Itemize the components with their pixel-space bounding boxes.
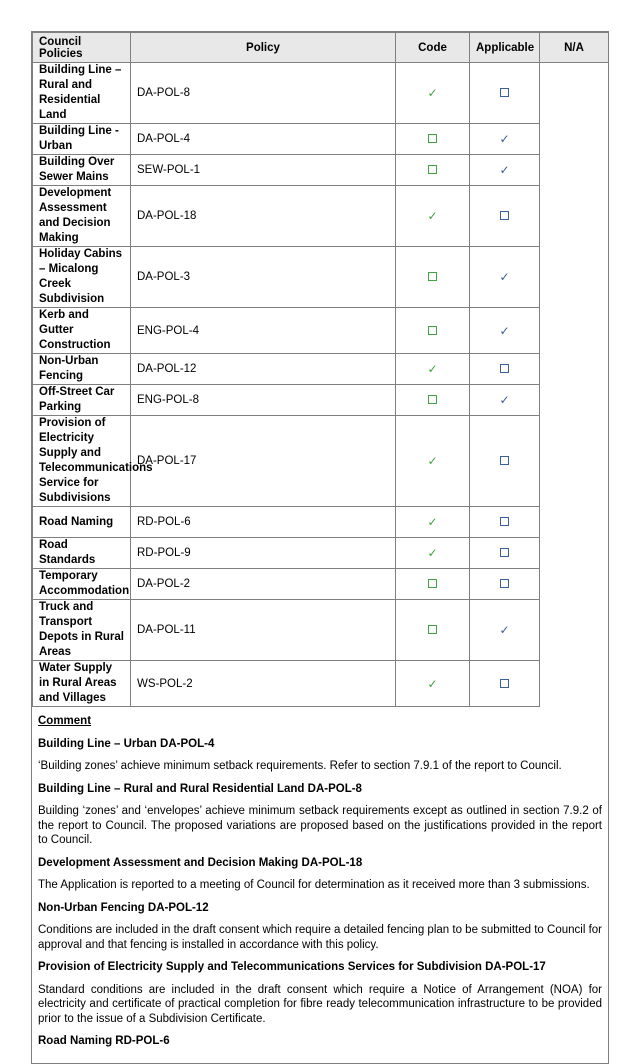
empty-checkbox-icon — [500, 517, 509, 526]
council-policies-frame — [31, 31, 609, 1064]
policy-code: SEW-POL-1 — [131, 155, 396, 186]
check-icon: ✓ — [427, 362, 438, 376]
applicable-cell — [396, 186, 470, 247]
check-icon: ✓ — [427, 209, 438, 223]
table-row — [33, 354, 609, 385]
policy-code: ENG-POL-4 — [131, 308, 396, 354]
policy-name: Building Line – Rural and Residential Land — [33, 63, 131, 124]
check-icon: ✓ — [427, 515, 438, 529]
empty-checkbox-icon — [428, 165, 437, 174]
check-icon: ✓ — [499, 393, 510, 407]
table-row — [33, 538, 609, 569]
header-na: N/A — [540, 33, 609, 63]
empty-checkbox-icon — [428, 134, 437, 143]
empty-checkbox-icon — [428, 395, 437, 404]
na-cell — [470, 507, 540, 538]
policy-table — [32, 32, 609, 707]
applicable-cell — [396, 507, 470, 538]
comment-title: Building Line – Urban DA-POL-4 — [38, 737, 215, 750]
check-icon: ✓ — [427, 86, 438, 100]
applicable-cell — [396, 600, 470, 661]
policy-name: Kerb and Gutter Construction — [33, 308, 131, 354]
comment-section — [32, 707, 608, 1063]
policy-code: WS-POL-2 — [131, 661, 396, 707]
comment-title: Non-Urban Fencing DA-POL-12 — [38, 901, 209, 914]
table-row — [33, 569, 609, 600]
side-label: Council Policies — [33, 33, 131, 63]
comment-heading: Comment — [38, 715, 92, 727]
policy-code: ENG-POL-8 — [131, 385, 396, 416]
na-cell — [470, 124, 540, 155]
policy-name: Holiday Cabins – Micalong Creek Subdivision — [33, 247, 131, 308]
policy-name: Development Assessment and Decision Making — [33, 186, 131, 247]
empty-checkbox-icon — [500, 679, 509, 688]
policy-code: DA-POL-12 — [131, 354, 396, 385]
policy-name: Temporary Accommodation — [33, 569, 131, 600]
policy-name: Water Supply in Rural Areas and Villages — [33, 661, 131, 707]
empty-checkbox-icon — [428, 625, 437, 634]
check-icon: ✓ — [427, 454, 438, 468]
applicable-cell — [396, 538, 470, 569]
header-policy: Policy — [131, 33, 396, 63]
comment-text: Building ‘zones’ and ‘envelopes’ achieve minimum setback requirements except as outlined in section 7.9.2 of the report to Council. The proposed variations are proposed based on the justifications provided in the report to Council. — [38, 805, 602, 846]
header-row — [33, 33, 609, 63]
applicable-cell — [396, 63, 470, 124]
na-cell — [470, 155, 540, 186]
na-cell — [470, 569, 540, 600]
comment-text: ‘Building zones’ achieve minimum setback requirements. Refer to section 7.9.1 of the report to Council. — [38, 760, 562, 772]
policy-code: DA-POL-2 — [131, 569, 396, 600]
na-cell — [470, 538, 540, 569]
empty-checkbox-icon — [500, 579, 509, 588]
table-row — [33, 124, 609, 155]
comment-text: Standard conditions are included in the draft consent which require a Notice of Arrangement (NOA) for electricity and certificate of practical completion for fibre ready telecommunication infrastructure to be provided prior to the issue of a Subdivision Certificate. — [38, 983, 602, 1025]
check-icon: ✓ — [499, 623, 510, 637]
table-row — [33, 507, 609, 538]
na-cell — [470, 63, 540, 124]
na-cell — [470, 661, 540, 707]
check-icon: ✓ — [499, 323, 510, 338]
empty-checkbox-icon — [428, 326, 437, 335]
comment-title: Provision of Electricity Supply and Telecommunications Services for Subdivision DA-POL-17 — [38, 961, 546, 973]
policy-code: DA-POL-3 — [131, 247, 396, 308]
policy-code: RD-POL-9 — [131, 538, 396, 569]
comment-text: The Application is reported to a meeting of Council for determination as it received more than 3 submissions. — [38, 879, 590, 891]
policy-code: DA-POL-11 — [131, 600, 396, 661]
table-row — [33, 247, 609, 308]
empty-checkbox-icon — [500, 548, 509, 557]
check-icon: ✓ — [499, 163, 510, 177]
header-code: Code — [396, 33, 470, 63]
empty-checkbox-icon — [428, 579, 437, 588]
policy-name: Non-Urban Fencing — [33, 354, 131, 385]
policy-code: DA-POL-17 — [131, 416, 396, 507]
check-icon: ✓ — [427, 546, 438, 560]
table-row — [33, 308, 609, 354]
na-cell — [470, 416, 540, 507]
applicable-cell — [396, 155, 470, 186]
na-cell — [470, 186, 540, 247]
empty-checkbox-icon — [500, 364, 509, 373]
applicable-cell — [396, 569, 470, 600]
policy-name: Road Naming — [33, 507, 131, 538]
empty-checkbox-icon — [500, 456, 509, 465]
check-icon: ✓ — [499, 270, 510, 284]
table-row — [33, 416, 609, 507]
comment-title: Building Line – Rural and Rural Residential Land DA-POL-8 — [38, 782, 362, 795]
empty-checkbox-icon — [500, 211, 509, 220]
table-row — [33, 186, 609, 247]
policy-code: DA-POL-18 — [131, 186, 396, 247]
policy-code: DA-POL-4 — [131, 124, 396, 155]
policy-name: Building Line - Urban — [33, 124, 131, 155]
applicable-cell — [396, 354, 470, 385]
policy-name: Road Standards — [33, 538, 131, 569]
table-row — [33, 155, 609, 186]
na-cell — [470, 308, 540, 354]
policy-name: Truck and Transport Depots in Rural Areas — [33, 600, 131, 661]
policy-code: DA-POL-8 — [131, 63, 396, 124]
check-icon: ✓ — [499, 132, 510, 146]
check-icon: ✓ — [427, 676, 438, 691]
na-cell — [470, 385, 540, 416]
applicable-cell — [396, 247, 470, 308]
policy-code: RD-POL-6 — [131, 507, 396, 538]
policy-name: Off-Street Car Parking — [33, 385, 131, 416]
comment-title: Road Naming RD-POL-6 — [38, 1035, 170, 1047]
na-cell — [470, 354, 540, 385]
header-applicable: Applicable — [470, 33, 540, 63]
table-row — [33, 661, 609, 707]
policy-name: Provision of Electricity Supply and Telecommunications Service for Subdivisions — [33, 416, 131, 507]
applicable-cell — [396, 124, 470, 155]
na-cell — [470, 600, 540, 661]
applicable-cell — [396, 308, 470, 354]
na-cell — [470, 247, 540, 308]
comment-text: Conditions are included in the draft consent which require a detailed fencing plan to be submitted to Council for approval and that fencing is installed in accordance with this policy. — [38, 924, 602, 951]
table-row — [33, 385, 609, 416]
applicable-cell — [396, 385, 470, 416]
table-row — [33, 600, 609, 661]
applicable-cell — [396, 416, 470, 507]
empty-checkbox-icon — [500, 88, 509, 97]
comment-title: Development Assessment and Decision Making DA-POL-18 — [38, 856, 363, 869]
empty-checkbox-icon — [428, 272, 437, 281]
table-row — [33, 63, 609, 124]
policy-name: Building Over Sewer Mains — [33, 155, 131, 186]
applicable-cell — [396, 661, 470, 707]
